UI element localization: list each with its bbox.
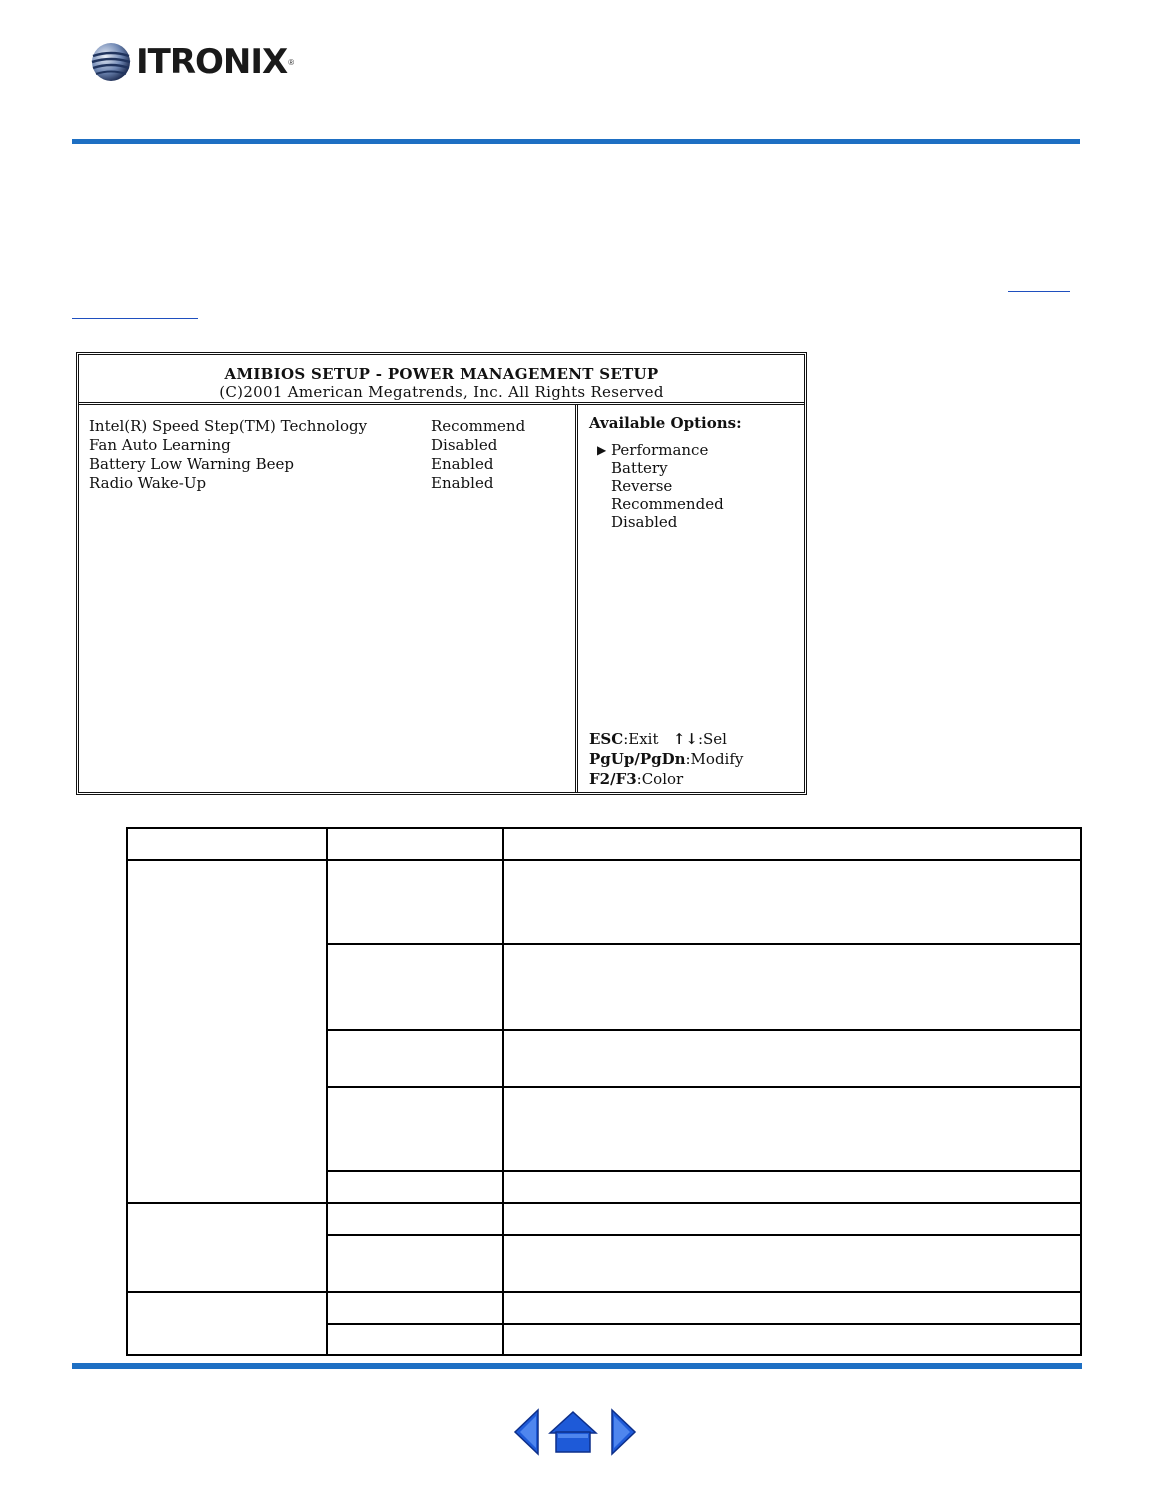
- table-cell: [127, 860, 327, 1203]
- link-underline-fragment[interactable]: [1008, 291, 1070, 292]
- table-cell: [327, 1292, 503, 1324]
- option-item: [597, 441, 799, 459]
- link-underline-fragment[interactable]: [72, 318, 198, 319]
- option-label: Disabled: [611, 513, 678, 531]
- options-list: [597, 441, 799, 531]
- bottom-divider: [72, 1363, 1082, 1369]
- help-row: [589, 749, 799, 769]
- setting-name: Fan Auto Learning: [89, 436, 231, 454]
- options-heading: Available Options:: [589, 414, 742, 432]
- table-cell: [327, 860, 503, 944]
- logo-text: ITRONIX: [136, 42, 288, 82]
- option-item: [597, 495, 799, 513]
- table-cell: [327, 1030, 503, 1087]
- table-cell: [503, 1171, 1081, 1203]
- option-item: [597, 513, 799, 531]
- option-item: [597, 459, 799, 477]
- table-cell: [503, 860, 1081, 944]
- help-row: [589, 769, 799, 789]
- option-label: Battery: [611, 459, 668, 477]
- table-cell: [503, 1292, 1081, 1324]
- left-arrow-icon[interactable]: [515, 1410, 538, 1454]
- table-cell: [503, 1235, 1081, 1292]
- bios-setting-row: [89, 436, 569, 455]
- setting-name: Radio Wake-Up: [89, 474, 207, 492]
- table-header-cell: [503, 828, 1081, 860]
- bios-setting-row: [89, 417, 569, 436]
- table-cell: [327, 1203, 503, 1235]
- help-key: ↑↓: [672, 730, 698, 748]
- bios-screenshot: [76, 352, 807, 795]
- setting-name: Intel(R) Speed Step(TM) Technology: [89, 417, 368, 435]
- help-action: :Sel: [697, 730, 727, 748]
- setting-value: Enabled: [431, 474, 494, 492]
- option-label: Performance: [611, 441, 709, 459]
- table-header-cell: [327, 828, 503, 860]
- table-cell: [327, 1324, 503, 1355]
- page-navigation: [512, 1408, 640, 1458]
- bios-copyright: (C)2001 American Megatrends, Inc. All Rights Reserved: [219, 383, 664, 401]
- table-cell: [327, 1087, 503, 1171]
- table-cell: [503, 1203, 1081, 1235]
- bios-title: AMIBIOS SETUP - POWER MANAGEMENT SETUP: [224, 365, 659, 383]
- table-cell: [503, 944, 1081, 1030]
- bios-settings-list: [89, 417, 569, 493]
- bios-header: [79, 355, 804, 405]
- globe-logo-icon: [90, 41, 132, 83]
- setting-name: Battery Low Warning Beep: [89, 455, 295, 473]
- table-cell: [327, 1171, 503, 1203]
- help-key: PgUp/PgDn: [589, 750, 686, 768]
- option-label: Recommended: [611, 495, 724, 513]
- top-divider: [72, 139, 1080, 144]
- setting-value: Enabled: [431, 455, 494, 473]
- bios-panel-divider: [575, 405, 578, 793]
- table-header-cell: [127, 828, 327, 860]
- table-cell: [503, 1030, 1081, 1087]
- table-cell: [127, 1292, 327, 1355]
- setting-value: Disabled: [431, 436, 498, 454]
- bios-options-panel: [589, 413, 799, 531]
- help-key: ESC: [589, 730, 624, 748]
- setting-value: Recommend: [431, 417, 526, 435]
- bios-setting-row: [89, 455, 569, 474]
- help-action: :Modify: [685, 750, 744, 768]
- table-cell: [327, 1235, 503, 1292]
- help-key: F2/F3: [589, 770, 637, 788]
- bios-setting-row: [89, 474, 569, 493]
- table-cell: [127, 1203, 327, 1292]
- help-action: :Color: [636, 770, 684, 788]
- settings-table: [126, 827, 1082, 1356]
- registered-mark: ®: [288, 57, 295, 67]
- itronix-logo: [90, 40, 294, 84]
- home-icon[interactable]: [550, 1412, 596, 1452]
- table-cell: [503, 1324, 1081, 1355]
- table-cell: [503, 1087, 1081, 1171]
- help-action: :Exit: [623, 730, 659, 748]
- bios-key-help: [589, 729, 799, 789]
- help-row: [589, 729, 799, 749]
- option-label: Reverse: [611, 477, 673, 495]
- right-arrow-icon[interactable]: [612, 1410, 635, 1454]
- table-cell: [327, 944, 503, 1030]
- selected-arrow-icon: ▶: [597, 443, 607, 457]
- option-item: [597, 477, 799, 495]
